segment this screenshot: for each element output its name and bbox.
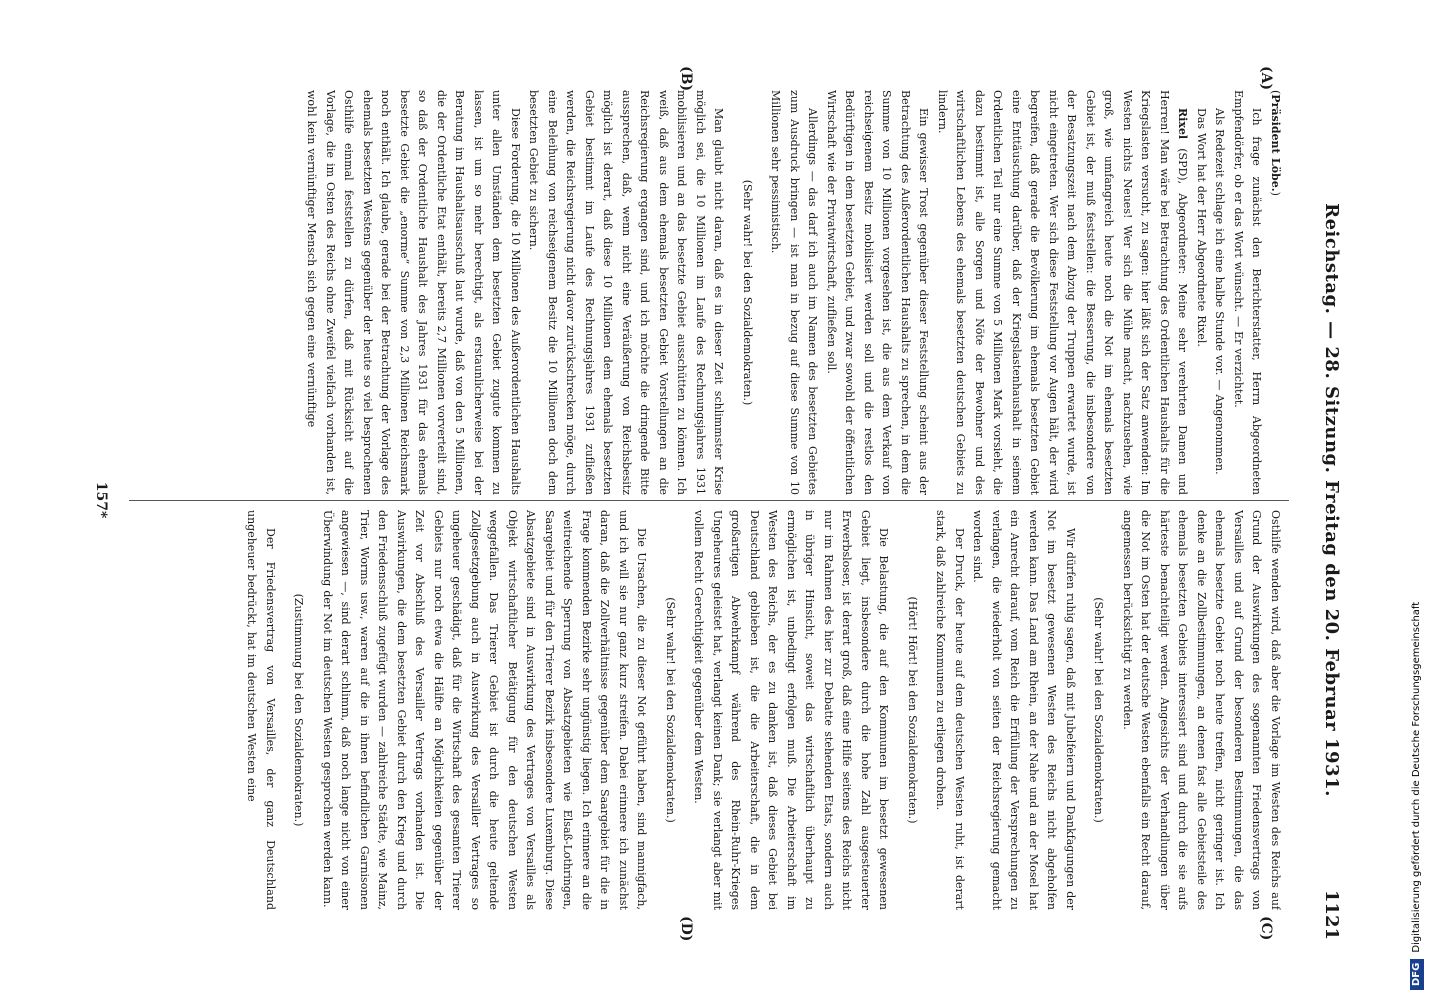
dfg-logo: DFG	[1410, 959, 1424, 990]
left-column	[124, 90, 1284, 495]
paragraph: Ich frage zunächst den Berichterstatter, Herrn Abgeordneten Empfendörfer, ob er das Wort wünscht. — Er verzichtet.	[1232, 90, 1264, 495]
paragraph: Allerdings — das darf ich auch im Namen des besetzten Gebietes zum Ausdruck bringen — ist man in bezug auf diese Summe von 10 Millionen sehr pessimistisch.	[769, 90, 820, 495]
column-divider	[129, 500, 1289, 501]
margin-letter-d: (D)	[678, 916, 694, 942]
audience-reaction: (Sehr wahr! bei den Sozialdemokraten.)	[1092, 597, 1106, 823]
page-header	[1302, 60, 1342, 940]
margin-letter-b: (B)	[678, 66, 694, 92]
audience-reaction: (Sehr wahr! bei den Sozialdemokraten.)	[741, 179, 754, 406]
page-number: 1121	[1321, 889, 1342, 940]
paragraph: Wir dürfen ruhig sagen, daß mit Jubelfeiern und Dankfagungen der Not im besetzt gewesenen Westen des Reichs nicht abgeholfen werden kann. Das Land am Rhein, an der Nahe und an der Mosel hat ein Anrecht darauf, vom Reich die Erfüllung der Versprechungen zu verlangen, die wiederholt von seiten der Reichsregierung gemacht worden sind.	[971, 510, 1077, 910]
paragraph: (Präsident Löbe.)	[1269, 90, 1282, 196]
digitization-text: Digitalisierung gefördert durch die Deutsche Forschungsgemeinschaft	[1411, 601, 1422, 953]
paragraph: Man glaubt nicht daran, daß es in dieser Zeit schlimmster Krise möglich sei, die 10 Millionen im Laufe des Rechnungsjahres 1931 mobilisieren und an das besetzte Gebiet ausschütten zu können. Ich weiß, daß aus dem ehemals besetzten Gebiet Vorstellungen an die Reichsregierung ergangen sind, und ich möchte die dringende Bitte aussprechen, daß, wenn nicht eine Veräußerung von Reichsbesitz möglich ist derart, daß diese 10 Millionen dem ehemals besetzten Gebiet bestimmt im Laufe des Rechnungsjahres 1931 zufließen werden, die Reichsregierung nicht davor zurückschrecken möge, durch eine Beleihung von reichseigenem Besitz die 10 Millionen doch dem besetzten Gebiet zu sichern.	[527, 90, 726, 495]
speaker-name: Rixel	[1176, 108, 1190, 140]
audience-reaction: (Sehr wahr! bei den Sozialdemokraten.)	[664, 597, 677, 823]
paragraph: Als Redezeit schlage ich eine halbe Stunde vor. — Angenommen.	[1213, 108, 1227, 475]
audience-reaction: (Zustimmung bei den Sozialdemokraten.)	[292, 593, 306, 827]
digitization-note	[1406, 10, 1428, 990]
audience-reaction: (Hört! Hört! bei den Sozialdemokraten.)	[906, 596, 919, 824]
margin-letter-c: (C)	[1258, 916, 1274, 941]
page-signature: 157*	[93, 481, 109, 519]
running-title: Reichstag. — 28. Sitzung. Freitag den 20. Februar 1931.	[1321, 203, 1342, 797]
paragraph: Osthilfe wenden wird, daß aber die Vorlage im Westen des Reichs auf Grund der Auswirkungen des sogenannten Friedensvertrags von Versailles und auf Grund der besonderen Bestimmungen, die das ehemals besetzte Gebiet noch heute treffen, nicht geringer ist. Ich denke an die Zollbestimmungen, an denen fast alle Gebietsteile des ehemals besetzten Gebiets interessiert sind und durch die sie aufs härteste benachteiligt werden. Angesichts der Verhandlungen über die Not im Osten hat der deutsche Westen ebenfalls ein Recht darauf, angemessen berücksichtigt zu werden.	[1121, 510, 1282, 910]
paragraph: Die Belastung, die auf den Kommunen im besetzt gewesenen Gebiet liegt, insbesondere durch die hohe Zahl ausgesteuerter Erwerbsloser, ist derart groß, daß eine Hilfe seitens des Reichs nicht nur im Rahmen des hier zur Debatte stehenden Etats, sondern auch in übriger Hinsicht, soweit das wirtschaftlich überhaupt zu ermöglichen ist, unbedingt erfolgen muß. Die Arbeiterschaft im Westen des Reichs, der es zu danken ist, daß dieses Gebiet bei Deutschland geblieben ist, die die Arbeiterschaft, die in dem großartigen Abwehrkampf während des Rhein-Ruhr-Krieges Ungeheures geleistet hat, verlangt keinen Dank; sie verlangt aber mit vollem Recht Gerechtigkeit gegenüber dem Westen.	[692, 510, 891, 910]
paragraph: Die Ursachen, die zu dieser Not geführt haben, sind mannigfach, und ich will sie nur ganz kurz streifen. Dabei erinnere ich zunächst daran, daß die Zollverhältnisse gegenüber dem Saargebiet für die in Frage kommenden Bezirke sehr ungünstig liegen. Ich erinnere an die weitreichende Sperrung von Absatzgebieten wie Elsaß-Lothringen, Saargebiet und für den Trierer Bezirk insbesondere Luxemburg. Diese Absatzgebiete sind in Auswirkung des Vertrages von Versailles als Objekt wirtschaftlicher Betätigung für den deutschen Westen weggefallen. Das Trierer Gebiet ist durch die heute geltende Zollgesetzgebung auch in Auswirkung des Versailler Vertrages so ungeheuer geschädigt, daß für die Wirtschaft des gesamten Trierer Gebiets nur noch etwa die Hälfte an Möglichkeiten gegenüber der Zeit vor Abschluß des Versailler Vertrags vorhanden ist. Die Auswirkungen, die dem besetzten Gebiet durch den Krieg und durch den Friedensschluß zugefügt wurden — zahlreiche Städte, wie Mainz, Trier, Worms usw., waren auf die in ihnen befindlichen Garnisonen angewiesen —, sind derart schlimm, daß noch lange nicht von einer Überwindung der Not im deutschen Westen gesprochen werden kann.	[321, 510, 649, 910]
right-column	[124, 510, 1284, 910]
margin-letter-a: (A)	[1258, 66, 1274, 91]
paragraph: Diese Forderung, die 10 Millionen des Außerordentlichen Haushalts unter allen Umständen dem besetzten Gebiet zugute kommen zu lassen, ist um so mehr berechtigt, als erstaunlicherweise bei der Beratung im Haushaltsausschuß laut wurde, daß von den 5 Millionen, die der Ordentliche Etat enthält, bereits 2,7 Millionen vorverteilt sind, so daß der Ordentliche Haushalt des Jahres 1931 für das ehemals besetzte Gebiet die „enorme“ Summe von 2,3 Millionen Reichsmark noch enthält. Ich glaube, gerade bei der Betrachtung der Vorlage des ehemals besetzten Westens gegenüber der heute so viel besprochenen Osthilfe einmal feststellen zu dürfen, daß mit Rücksicht auf die Vorlage, die im Osten des Reichs ohne Zweifel vielfach vorhanden ist, wohl kein vernünftiger Mensch sich gegen eine vernünftige	[305, 90, 522, 495]
paragraph: Das Wort hat der Herr Abgeordnete Rixel.	[1195, 108, 1208, 347]
paragraph: Der Druck, der heute auf dem deutschen Westen ruht, ist derart stark, daß zahlreiche Kommunen zu erliegen drohen.	[934, 510, 966, 910]
paragraph	[933, 90, 1192, 495]
paragraph: Ein gewisser Trost gegenüber dieser Feststellung scheint aus der Betrachtung des Außerordentlichen Haushalts zu sprechen, in dem die Summe von 10 Millionen vorgesehen ist, die aus dem Verkauf von reichseigenem Besitz mobilisiert werden soll und die restlos den Bedürftigen in dem besetzten Gebiet, und zwar sowohl der öffentlichen Wirtschaft wie der Privatwirtschaft, zufließen soll.	[825, 90, 931, 495]
paragraph: Der Friedensvertrag von Versailles, der ganz Deutschland ungeheuer bedrückt, hat im deutschen Westen eine	[245, 510, 277, 910]
digitization-strip	[1406, 10, 1428, 990]
speech-text: (SPD), Abgeordneter: Meine sehr verehrten Damen und Herren! Man wäre bei Betrachtung des Ordentlichen Haushalts für die Kriegslasten versucht, zu sagen: hier läßt sich der Satz anwenden: Im Westen nichts Neues! Wer sich die Mühe macht, nachzusehen, wie groß, wie umfangreich heute noch die Not im ehemals besetzten Gebiet ist, der muß feststellen: die Besserung, die insbesondere von der Besatzungszeit nach dem Abzug der Truppen erwartet wurde, ist nicht eingetreten. Wer sich diese Feststellung vor Augen hält, der wird begreifen, daß gerade die Bevölkerung im ehemals besetzten Gebiet eine Enttäuschung darüber, daß der Kriegslastenhaushalt in seinem Ordentlichen Teil nur eine Summe von 5 Millionen Mark vorsieht, die dazu bestimmt ist, alle Sorgen und Nöte der Bewohner und des wirtschaftlichen Lebens des ehemals besetzten deutschen Gebiets zu lindern.	[936, 90, 1190, 495]
speaker-name: Präsident Löbe.	[1269, 94, 1282, 192]
